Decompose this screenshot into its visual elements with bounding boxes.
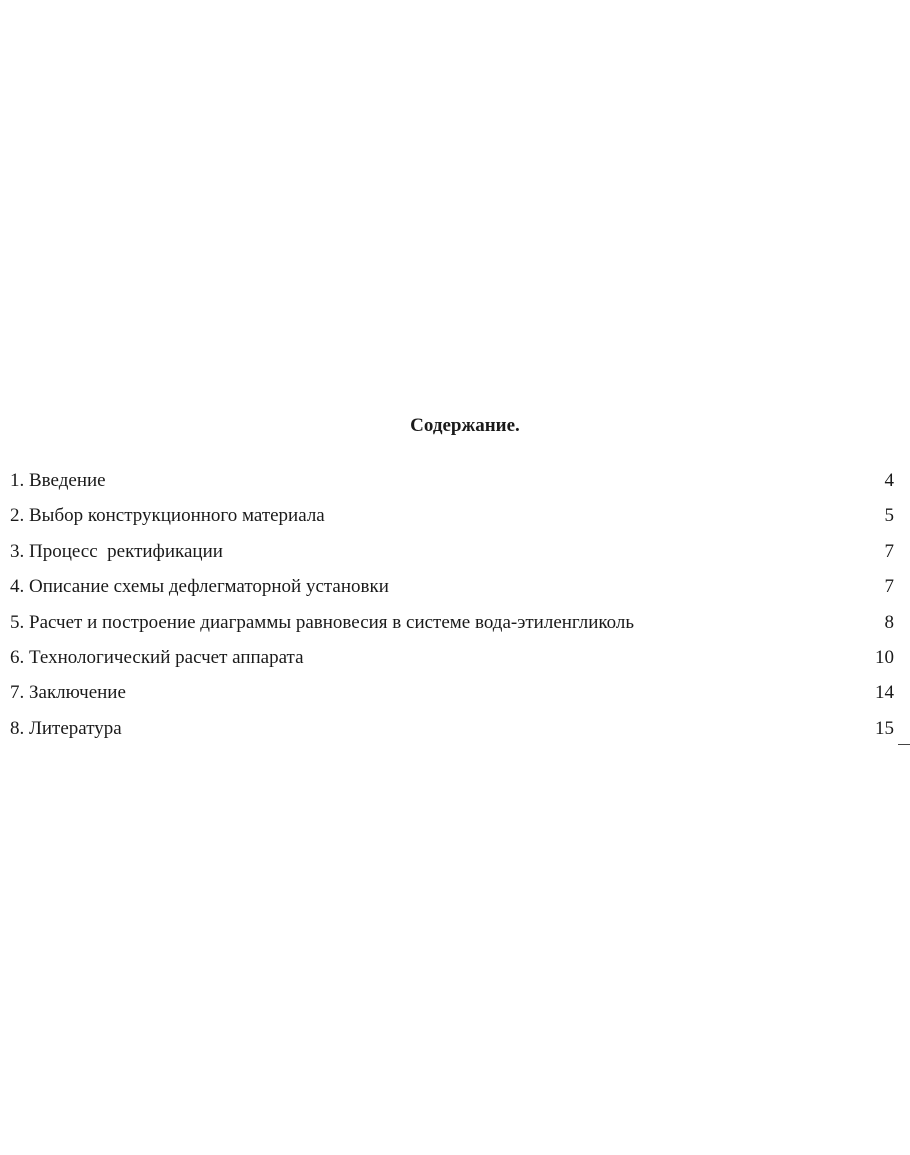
toc-entry-label: 8. Литература [10, 717, 122, 739]
toc-entry-page: 5 [884, 505, 894, 527]
toc-entry [10, 679, 894, 714]
toc-entry-page: 7 [884, 540, 894, 562]
toc-entry-label: 6. Технологический расчет аппарата [10, 646, 304, 668]
toc-entry-page: 7 [884, 576, 894, 598]
toc-entry [10, 644, 894, 679]
toc-entry-label: 7. Заключение [10, 682, 126, 704]
toc-entry [10, 573, 894, 608]
margin-mark [898, 744, 910, 745]
table-of-contents [10, 467, 894, 750]
toc-entry [10, 609, 894, 644]
toc-entry-label: 4. Описание схемы дефлегматорной установки [10, 576, 389, 598]
toc-entry-page: 14 [875, 682, 894, 704]
toc-entry [10, 502, 894, 537]
page-title: Содержание. [410, 415, 520, 436]
toc-entry-page: 4 [884, 470, 894, 491]
toc-entry-page: 10 [875, 646, 894, 668]
toc-entry [10, 715, 894, 750]
toc-entry-label: 3. Процесс ректификации [10, 540, 223, 562]
toc-entry [10, 467, 894, 502]
toc-entry [10, 538, 894, 573]
toc-entry-page: 15 [875, 717, 894, 739]
toc-entry-label: 1. Введение [10, 470, 106, 491]
toc-entry-label: 5. Расчет и построение диаграммы равновесия в системе вода-этиленгликоль [10, 611, 635, 633]
toc-entry-label: 2. Выбор конструкционного материала [10, 505, 325, 527]
toc-entry-page: 8 [884, 611, 894, 633]
